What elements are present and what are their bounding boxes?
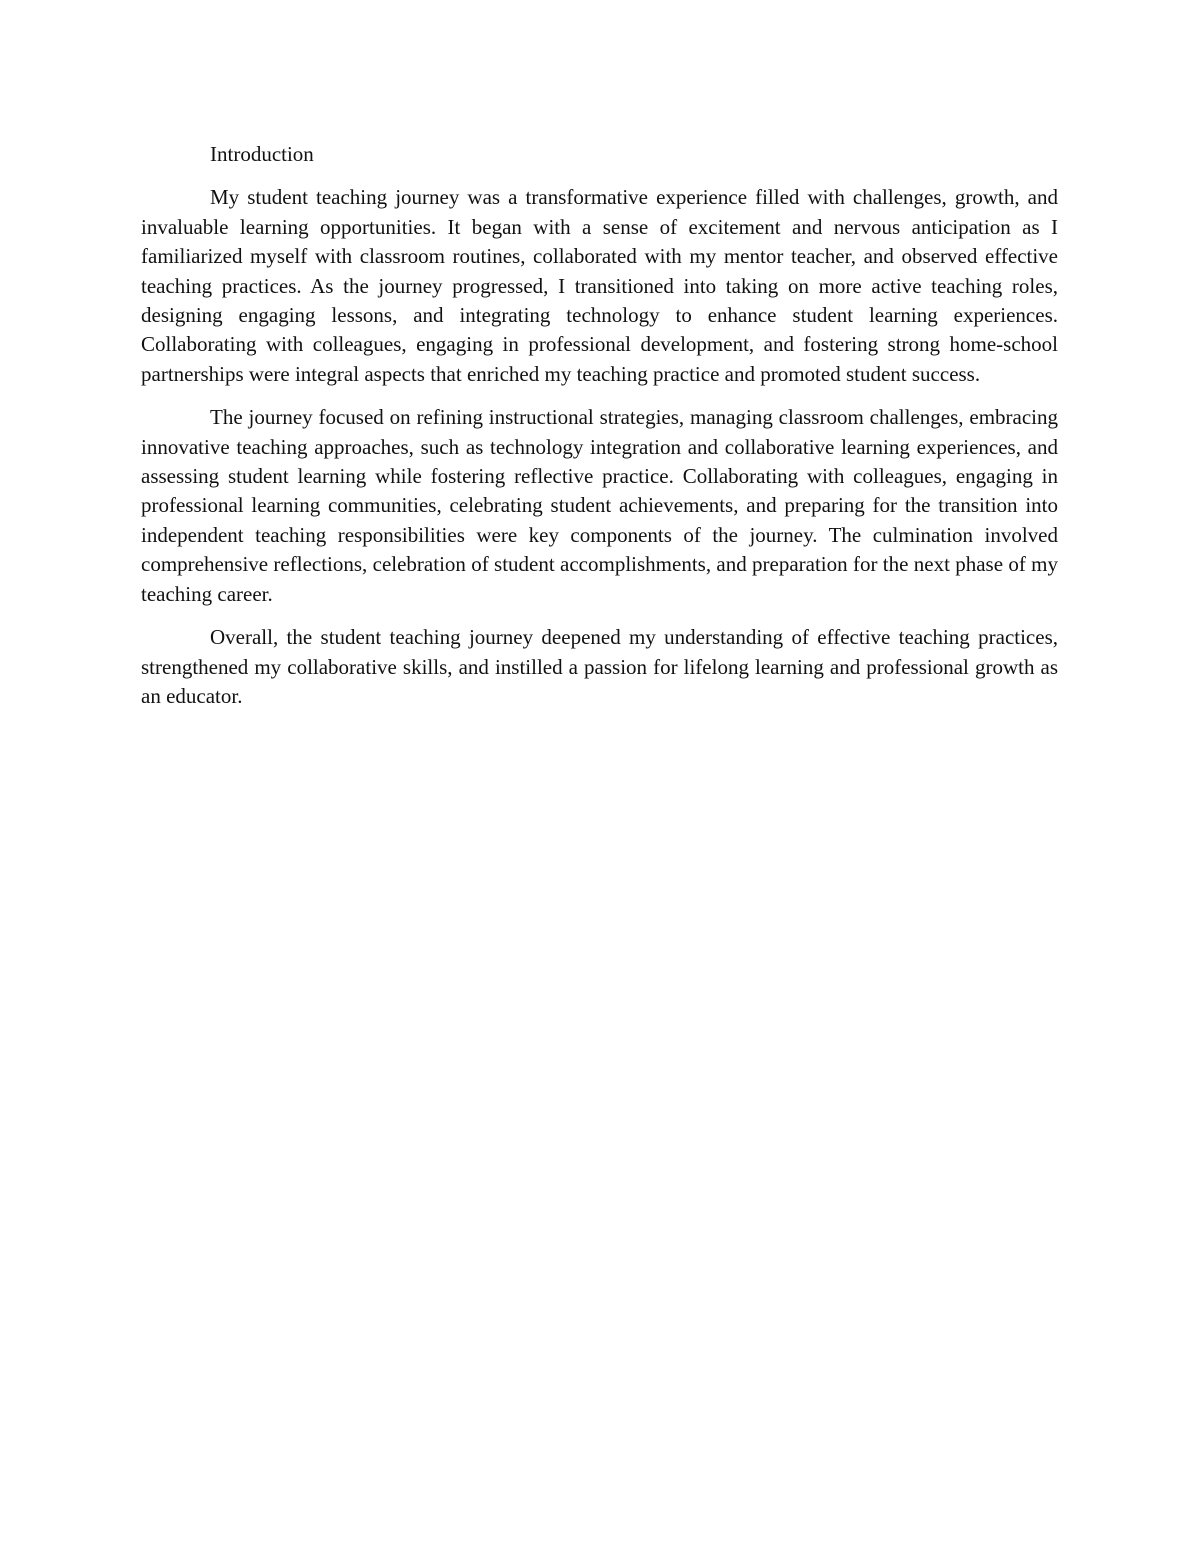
section-heading: Introduction [210, 142, 314, 166]
paragraph-3: Overall, the student teaching journey deepened my understanding of effective teaching practices, strengthened my collaborative skills, and instilled a passion for lifelong learning and professional growth as an educator. [141, 625, 1058, 708]
document-body [141, 140, 1058, 725]
paragraph-1: My student teaching journey was a transformative experience filled with challenges, growth, and invaluable learning opportunities. It began with a sense of excitement and nervous anticipation as I familiarized myself with classroom routines, collaborated with my mentor teacher, and observed effective teaching practices. As the journey progressed, I transitioned into taking on more active teaching roles, designing engaging lessons, and integrating technology to enhance student learning experiences. Collaborating with colleagues, engaging in professional development, and fostering strong home-school partnerships were integral aspects that enriched my teaching practice and promoted student success. [141, 185, 1058, 386]
paragraph-2: The journey focused on refining instructional strategies, managing classroom challenges, embracing innovative teaching approaches, such as technology integration and collaborative learning experiences, and assessing student learning while fostering reflective practice. Collaborating with colleagues, engaging in professional learning communities, celebrating student achievements, and preparing for the transition into independent teaching responsibilities were key components of the journey. The culmination involved comprehensive reflections, celebration of student accomplishments, and preparation for the next phase of my teaching career. [141, 405, 1058, 606]
